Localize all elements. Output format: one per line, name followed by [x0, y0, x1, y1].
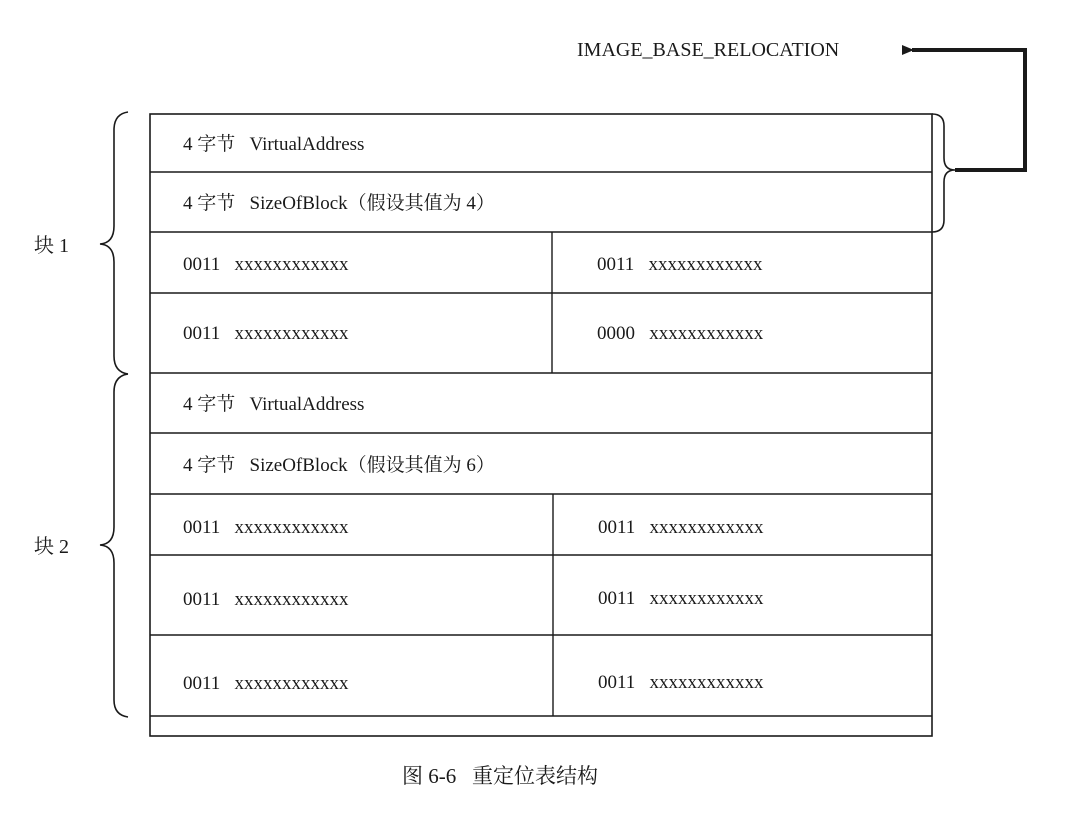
block-2-virtual-address: 4 字节 VirtualAddress — [183, 394, 365, 415]
struct-arrow — [912, 50, 1025, 170]
block-1 — [183, 132, 764, 344]
block-1-size-of-block: 4 字节 SizeOfBlock（假设其值为 4） — [183, 193, 495, 214]
block-1-entry: 0011 xxxxxxxxxxxx — [183, 323, 349, 344]
block-1-entry: 0011 xxxxxxxxxxxx — [597, 254, 763, 275]
block-1-entry: 0000 xxxxxxxxxxxx — [597, 323, 764, 344]
block-2-entry: 0011 xxxxxxxxxxxx — [598, 588, 764, 609]
block-1-label: 块 1 — [34, 235, 69, 257]
block-2 — [183, 392, 764, 694]
block-2-brace — [100, 374, 128, 717]
struct-label: IMAGE_BASE_RELOCATION — [577, 39, 840, 61]
figure-caption: 图 6-6 重定位表结构 — [402, 764, 598, 788]
block-2-entry: 0011 xxxxxxxxxxxx — [183, 589, 349, 610]
block-2-label: 块 2 — [34, 536, 69, 558]
block-1-brace — [100, 112, 128, 374]
block-2-entry: 0011 xxxxxxxxxxxx — [598, 517, 764, 538]
block-1-entry: 0011 xxxxxxxxxxxx — [183, 254, 349, 275]
column-dividers — [552, 232, 553, 716]
block-2-entry: 0011 xxxxxxxxxxxx — [598, 672, 764, 693]
block-2-entry: 0011 xxxxxxxxxxxx — [183, 673, 349, 694]
block-1-virtual-address: 4 字节 VirtualAddress — [183, 134, 365, 155]
header-brace — [932, 114, 955, 232]
block-2-size-of-block: 4 字节 SizeOfBlock（假设其值为 6） — [183, 455, 495, 476]
block-2-entry: 0011 xxxxxxxxxxxx — [183, 517, 349, 538]
